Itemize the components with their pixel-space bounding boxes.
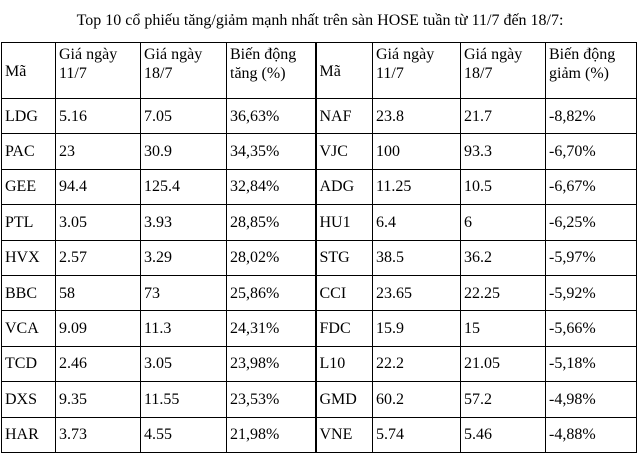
gain-code-cell: LDG xyxy=(2,99,56,134)
gain-price-start-cell: 3.73 xyxy=(56,417,141,452)
loss-code-cell: ADG xyxy=(316,169,373,204)
header-loss-code: Mã xyxy=(316,43,373,99)
table-row xyxy=(2,275,637,310)
gain-price-start-cell: 58 xyxy=(56,275,141,310)
gain-code-cell: TCD xyxy=(2,346,56,381)
stock-movers-table xyxy=(1,42,637,453)
loss-change-cell: -8,82% xyxy=(546,99,637,134)
gain-price-end-cell: 11.3 xyxy=(141,311,227,346)
loss-price-start-cell: 23.65 xyxy=(373,275,461,310)
gain-code-cell: VCA xyxy=(2,311,56,346)
loss-code-cell: VNE xyxy=(316,417,373,452)
loss-code-cell: HU1 xyxy=(316,205,373,240)
gain-code-cell: HVX xyxy=(2,240,56,275)
loss-change-cell: -5,92% xyxy=(546,275,637,310)
gain-price-end-cell: 11.55 xyxy=(141,382,227,417)
loss-change-cell: -6,67% xyxy=(546,169,637,204)
gain-code-cell: DXS xyxy=(2,382,56,417)
loss-change-cell: -4,88% xyxy=(546,417,637,452)
gain-code-cell: PAC xyxy=(2,134,56,169)
loss-price-start-cell: 60.2 xyxy=(373,382,461,417)
loss-change-cell: -4,98% xyxy=(546,382,637,417)
gain-price-end-cell: 30.9 xyxy=(141,134,227,169)
table-body xyxy=(2,99,637,453)
loss-price-start-cell: 23.8 xyxy=(373,99,461,134)
table-row xyxy=(2,205,637,240)
loss-price-start-cell: 15.9 xyxy=(373,311,461,346)
gain-change-cell: 28,02% xyxy=(227,240,316,275)
loss-code-cell: STG xyxy=(316,240,373,275)
header-loss-change: Biến động giảm (%) xyxy=(546,43,637,99)
gain-code-cell: PTL xyxy=(2,205,56,240)
header-gain-code: Mã xyxy=(2,43,56,99)
gain-price-start-cell: 9.09 xyxy=(56,311,141,346)
table-row xyxy=(2,311,637,346)
gain-change-cell: 23,53% xyxy=(227,382,316,417)
gain-change-cell: 36,63% xyxy=(227,99,316,134)
loss-price-end-cell: 10.5 xyxy=(461,169,546,204)
gain-change-cell: 21,98% xyxy=(227,417,316,452)
table-row xyxy=(2,382,637,417)
gain-code-cell: BBC xyxy=(2,275,56,310)
header-loss-price-end: Giá ngày 18/7 xyxy=(461,43,546,99)
loss-price-start-cell: 22.2 xyxy=(373,346,461,381)
loss-price-end-cell: 21.05 xyxy=(461,346,546,381)
header-gain-change: Biến động tăng (%) xyxy=(227,43,316,99)
loss-price-end-cell: 5.46 xyxy=(461,417,546,452)
loss-price-start-cell: 38.5 xyxy=(373,240,461,275)
table-row xyxy=(2,134,637,169)
loss-change-cell: -5,97% xyxy=(546,240,637,275)
gain-price-end-cell: 3.05 xyxy=(141,346,227,381)
gain-code-cell: GEE xyxy=(2,169,56,204)
header-gain-price-end: Giá ngày 18/7 xyxy=(141,43,227,99)
loss-price-end-cell: 6 xyxy=(461,205,546,240)
gain-price-end-cell: 3.29 xyxy=(141,240,227,275)
loss-price-start-cell: 11.25 xyxy=(373,169,461,204)
loss-price-end-cell: 22.25 xyxy=(461,275,546,310)
gain-price-start-cell: 2.46 xyxy=(56,346,141,381)
gain-price-end-cell: 125.4 xyxy=(141,169,227,204)
gain-change-cell: 23,98% xyxy=(227,346,316,381)
gain-price-end-cell: 73 xyxy=(141,275,227,310)
table-row xyxy=(2,346,637,381)
gain-price-end-cell: 7.05 xyxy=(141,99,227,134)
gain-change-cell: 28,85% xyxy=(227,205,316,240)
loss-price-start-cell: 5.74 xyxy=(373,417,461,452)
header-gain-price-start: Giá ngày 11/7 xyxy=(56,43,141,99)
loss-price-end-cell: 15 xyxy=(461,311,546,346)
gain-price-end-cell: 3.93 xyxy=(141,205,227,240)
gain-price-start-cell: 2.57 xyxy=(56,240,141,275)
gain-change-cell: 34,35% xyxy=(227,134,316,169)
loss-code-cell: NAF xyxy=(316,99,373,134)
gain-price-start-cell: 94.4 xyxy=(56,169,141,204)
gain-change-cell: 32,84% xyxy=(227,169,316,204)
gain-price-start-cell: 5.16 xyxy=(56,99,141,134)
loss-code-cell: L10 xyxy=(316,346,373,381)
table-row xyxy=(2,417,637,452)
loss-price-start-cell: 100 xyxy=(373,134,461,169)
gain-change-cell: 25,86% xyxy=(227,275,316,310)
table-title: Top 10 cổ phiếu tăng/giảm mạnh nhất trên sàn HOSE tuần từ 11/7 đến 18/7: xyxy=(76,12,564,29)
loss-price-end-cell: 93.3 xyxy=(461,134,546,169)
loss-price-end-cell: 57.2 xyxy=(461,382,546,417)
gain-price-start-cell: 9.35 xyxy=(56,382,141,417)
loss-price-end-cell: 36.2 xyxy=(461,240,546,275)
gain-price-start-cell: 23 xyxy=(56,134,141,169)
loss-change-cell: -6,70% xyxy=(546,134,637,169)
table-header-row xyxy=(2,43,637,99)
gain-price-end-cell: 4.55 xyxy=(141,417,227,452)
loss-change-cell: -5,66% xyxy=(546,311,637,346)
header-loss-price-start: Giá ngày 11/7 xyxy=(373,43,461,99)
loss-code-cell: GMD xyxy=(316,382,373,417)
table-row xyxy=(2,99,637,134)
gain-change-cell: 24,31% xyxy=(227,311,316,346)
loss-price-start-cell: 6.4 xyxy=(373,205,461,240)
loss-change-cell: -6,25% xyxy=(546,205,637,240)
loss-code-cell: CCI xyxy=(316,275,373,310)
loss-code-cell: VJC xyxy=(316,134,373,169)
table-row xyxy=(2,169,637,204)
table-row xyxy=(2,240,637,275)
loss-change-cell: -5,18% xyxy=(546,346,637,381)
gain-code-cell: HAR xyxy=(2,417,56,452)
gain-price-start-cell: 3.05 xyxy=(56,205,141,240)
loss-price-end-cell: 21.7 xyxy=(461,99,546,134)
loss-code-cell: FDC xyxy=(316,311,373,346)
